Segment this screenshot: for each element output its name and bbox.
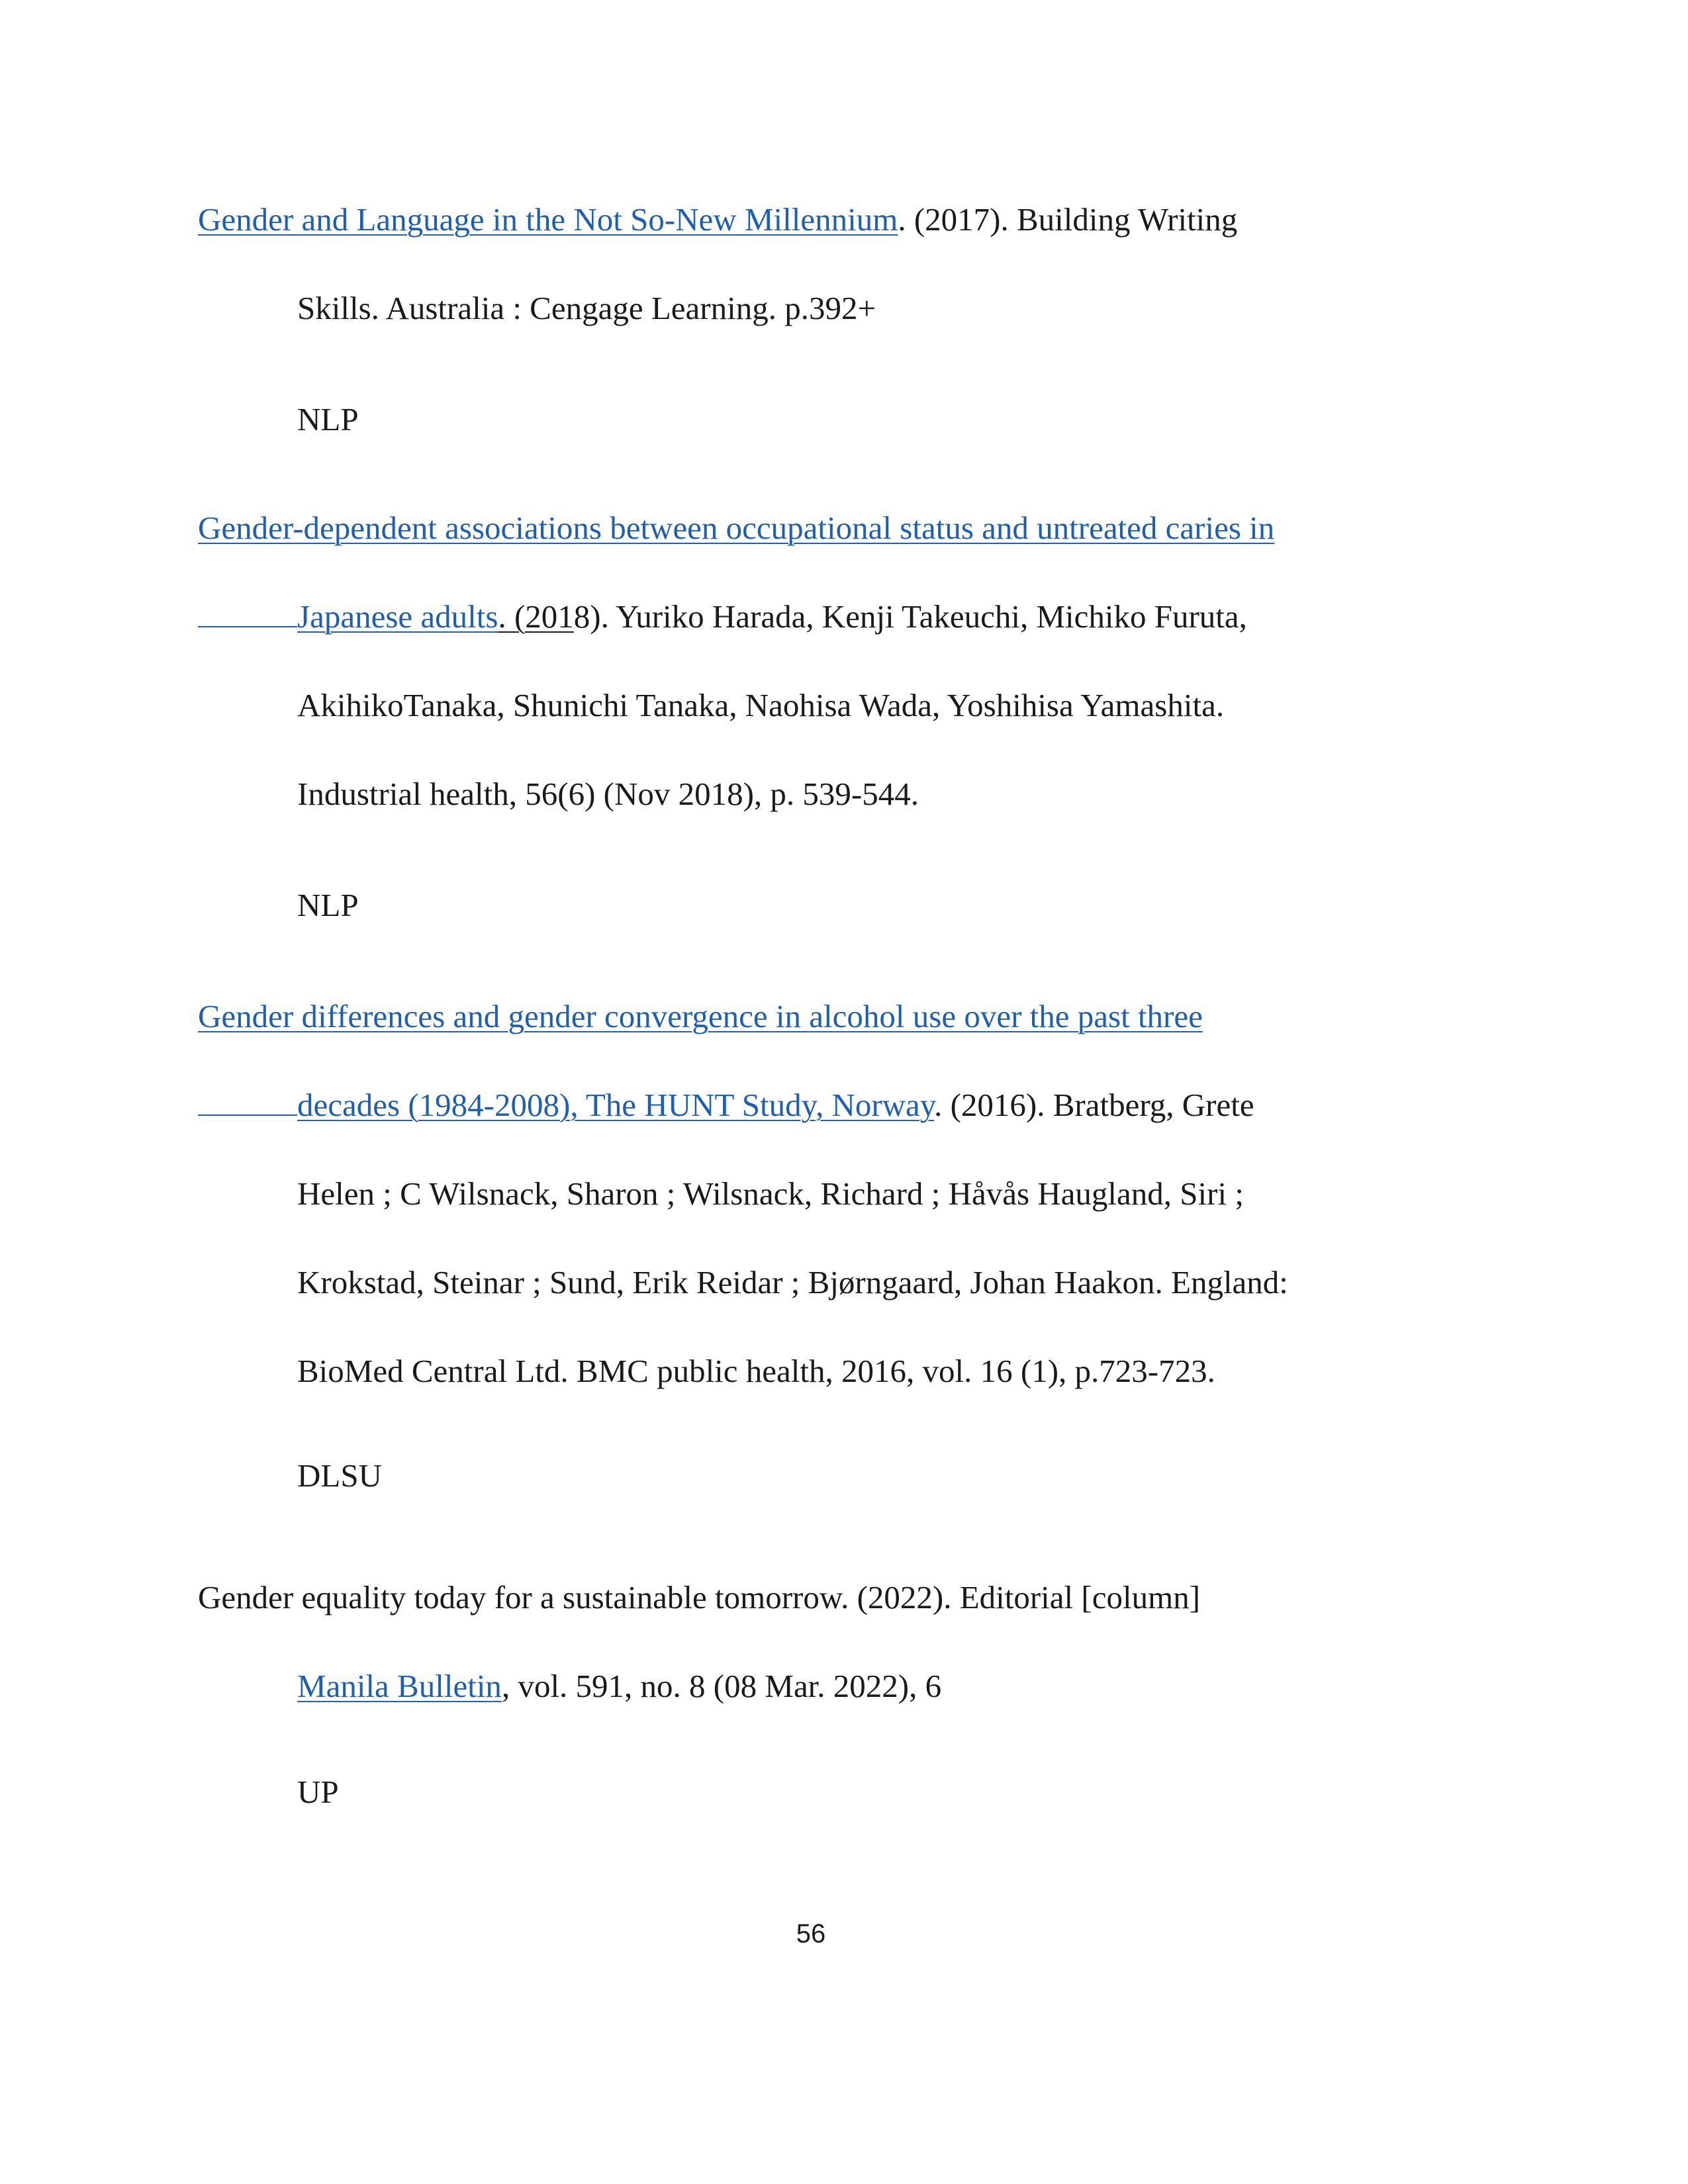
entry-1-line-1-rest: . (2017). Building Writing (898, 201, 1238, 238)
entry-3-title-link-line-1[interactable]: Gender differences and gender convergence in alcohol use over the past three (198, 998, 1203, 1034)
entry-4-source-link[interactable]: Manila Bulletin (297, 1668, 502, 1704)
entry-2-line-1 (198, 507, 1274, 549)
entry-4-line-1: Gender equality today for a sustainable tomorrow. (2022). Editorial [column] (198, 1579, 1201, 1615)
entry-3-leading-underline (198, 1114, 297, 1116)
entry-2-title-link-line-1[interactable]: Gender-dependent associations between occupational status and untreated caries in (198, 510, 1275, 546)
entry-4-line-2-rest: , vol. 591, no. 8 (08 Mar. 2022), 6 (501, 1668, 942, 1704)
entry-1-line-1 (198, 199, 1237, 241)
entry-2-line-2 (198, 596, 1247, 638)
entry-2-underlined-fragment: . (201 (498, 598, 574, 635)
entry-2-line-3: AkihikoTanaka, Shunichi Tanaka, Naohisa Wada, Yoshihisa Yamashita. (297, 687, 1225, 723)
entry-1-title-link[interactable]: Gender and Language in the Not So-New Millennium (198, 201, 898, 238)
entry-2-line-4: Industrial health, 56(6) (Nov 2018), p. 539-544. (297, 776, 919, 812)
entry-3-line-1 (198, 995, 1203, 1038)
entry-3-title-link-line-2[interactable]: decades (1984-2008), The HUNT Study, Norway (297, 1087, 935, 1123)
entry-3-line-2 (198, 1084, 1254, 1126)
entry-2-title-link-line-2[interactable]: Japanese adults (297, 598, 498, 635)
entry-2-line-2-rest: 8). Yuriko Harada, Kenji Takeuchi, Michiko Furuta, (573, 598, 1247, 635)
entry-1-tag: NLP (297, 401, 359, 437)
entry-4-tag: UP (297, 1774, 339, 1810)
entry-2-leading-underline (198, 625, 297, 627)
entry-3-line-4: Krokstad, Steinar ; Sund, Erik Reidar ; Bjørngaard, Johan Haakon. England: (297, 1264, 1288, 1300)
entry-3-line-5: BioMed Central Ltd. BMC public health, 2016, vol. 16 (1), p.723-723. (297, 1353, 1215, 1389)
entry-3-line-3: Helen ; C Wilsnack, Sharon ; Wilsnack, Richard ; Håvås Haugland, Siri ; (297, 1175, 1244, 1212)
entry-1-line-2: Skills. Australia : Cengage Learning. p.392+ (297, 290, 876, 326)
page-number: 56 (796, 1919, 826, 1948)
entry-4-line-2 (297, 1665, 941, 1707)
entry-3-line-2-rest: . (2016). Bratberg, Grete (934, 1087, 1254, 1123)
entry-3-tag: DLSU (297, 1457, 382, 1494)
entry-2-tag: NLP (297, 887, 359, 923)
